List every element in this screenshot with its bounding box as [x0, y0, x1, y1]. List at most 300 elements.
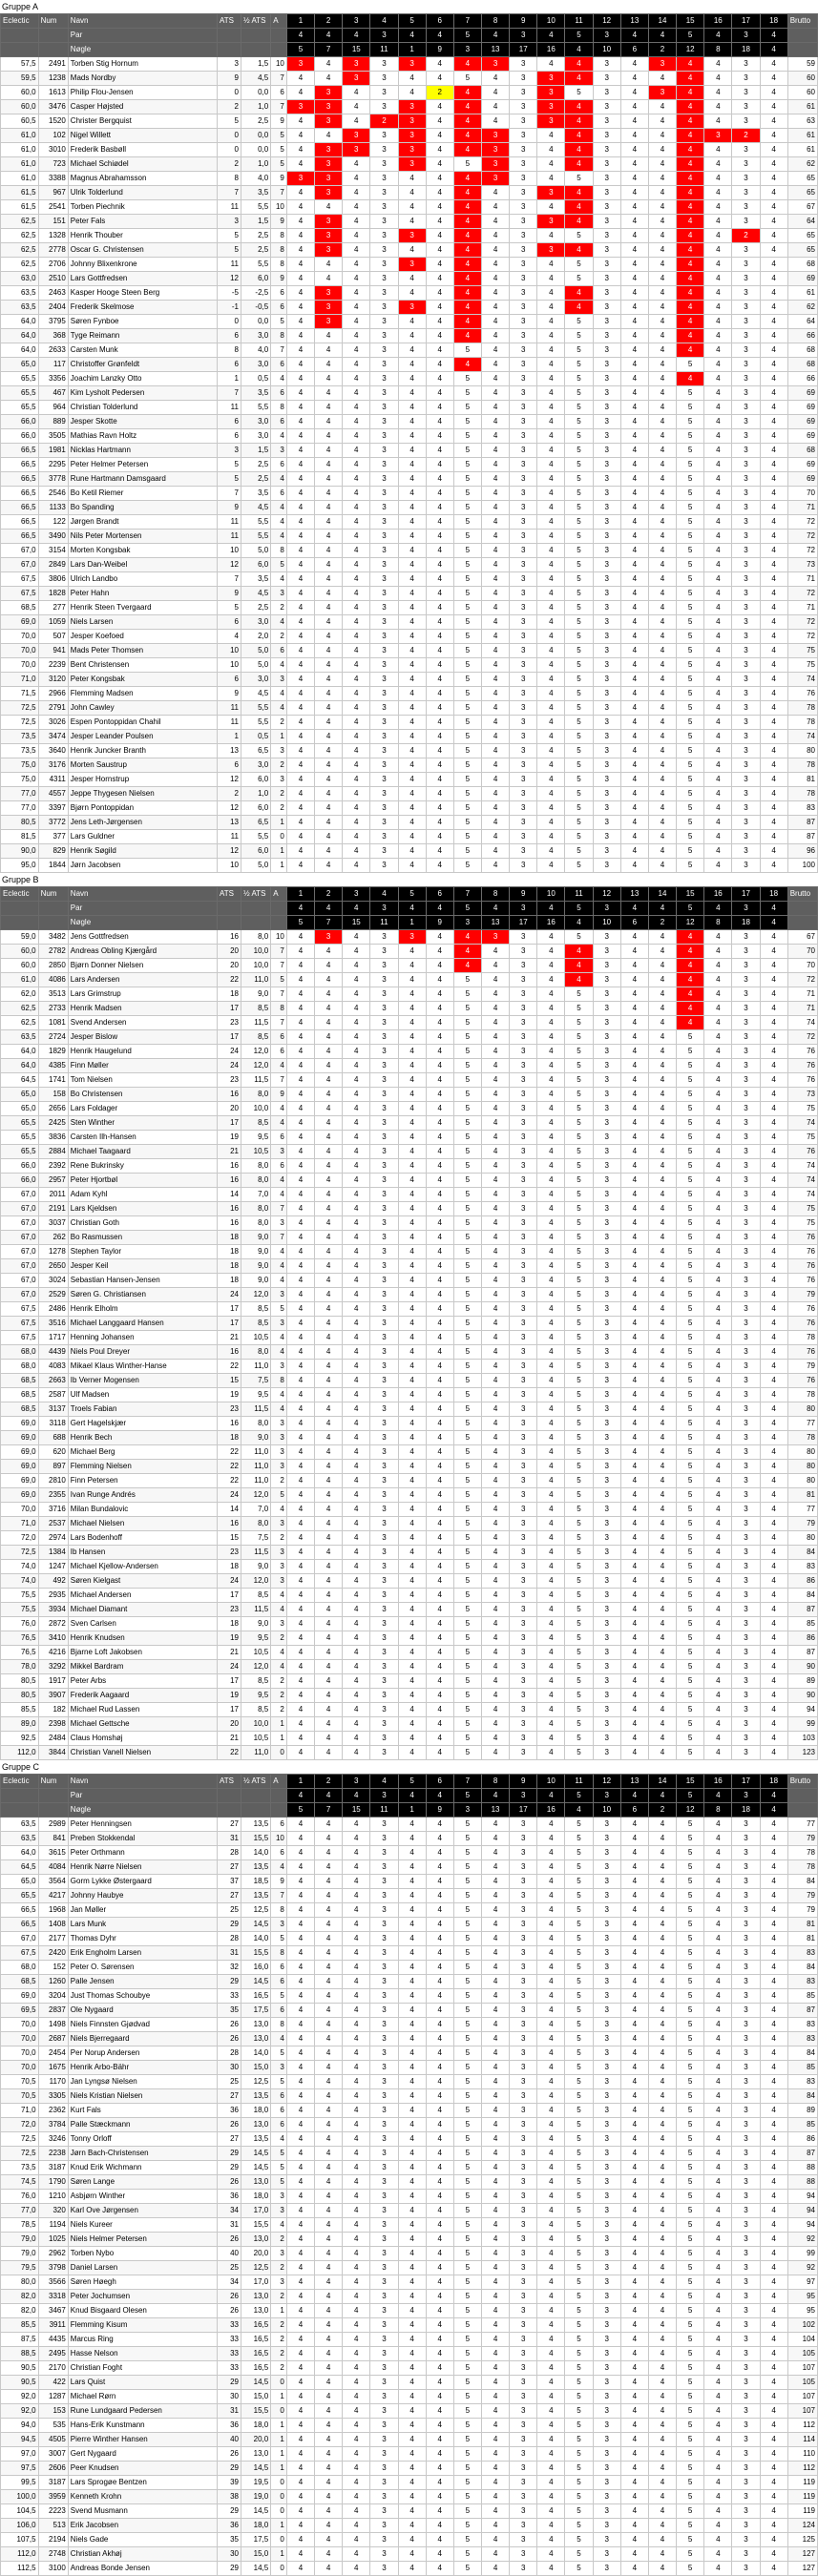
hole-score: 4 [537, 1660, 565, 1674]
hole-score: 3 [510, 1631, 537, 1646]
half-ats-value: 18,0 [241, 2104, 270, 2118]
hole-score: 4 [648, 343, 676, 358]
hole-score: 4 [426, 1932, 453, 1946]
hole-score: 4 [537, 1975, 565, 1989]
hole-score: 3 [510, 1288, 537, 1302]
hole-score: 4 [343, 286, 370, 301]
player-number: 1741 [38, 1073, 68, 1088]
half-ats-value: 13,0 [241, 2032, 270, 2046]
brutto-value: 87 [787, 816, 817, 830]
player-name: Kenneth Krohn [68, 2490, 217, 2504]
hole-score: 3 [593, 1174, 620, 1188]
hole-score: 3 [510, 615, 537, 630]
brutto-value: 83 [787, 2018, 817, 2032]
hole-score: 3 [343, 57, 370, 72]
half-ats-value: 9,0 [241, 1245, 270, 1259]
hole-score: 4 [648, 2147, 676, 2161]
hole-score: 4 [620, 2046, 648, 2061]
hole-score: 4 [398, 415, 426, 429]
hole-score: 3 [510, 716, 537, 730]
hole-score: 5 [677, 2404, 704, 2419]
ats-value: 17 [218, 1002, 241, 1016]
hole-score: 4 [343, 301, 370, 315]
eclectic-value: 74,0 [1, 1574, 39, 1589]
brutto-value: 100 [787, 859, 817, 873]
half-ats-value: 20,0 [241, 2247, 270, 2261]
hole-score: 4 [343, 386, 370, 401]
hole-score: 4 [760, 1732, 787, 1746]
hole-score: 4 [315, 401, 343, 415]
hole-score: 4 [398, 673, 426, 687]
hole-score: 4 [648, 2247, 676, 2261]
hole-score: 4 [481, 2519, 509, 2533]
hole-score: 4 [760, 2547, 787, 2562]
eclectic-value: 62,5 [1, 258, 39, 272]
hole-score: 4 [704, 758, 732, 773]
half-ats-value: 5,5 [241, 200, 270, 215]
hole-score: 5 [565, 429, 593, 444]
half-ats-value: 11,0 [241, 1746, 270, 1760]
hole-score: 4 [760, 329, 787, 343]
hole-score: 5 [565, 2046, 593, 2061]
hole-score: 5 [565, 1875, 593, 1889]
brutto-value: 73 [787, 558, 817, 572]
hole-score: 4 [426, 215, 453, 229]
player-name: Henrik Arbo-Bähr [68, 2061, 217, 2075]
hole-score: 4 [537, 2218, 565, 2233]
hole-par: 4 [286, 902, 314, 916]
hole-score: 3 [370, 2361, 398, 2376]
hole-score: 4 [426, 1116, 453, 1131]
hole-score: 4 [481, 787, 509, 801]
half-ats-value: 8,0 [241, 1202, 270, 1216]
eclectic-value: 90,0 [1, 844, 39, 859]
hole-score: 4 [343, 1374, 370, 1388]
hole-score: 4 [677, 301, 704, 315]
hole-score: 4 [620, 1302, 648, 1317]
hole-score: 4 [286, 1488, 314, 1503]
a-value: 7 [271, 1889, 287, 1903]
hole-score: 4 [315, 2547, 343, 2562]
hole-score: 5 [453, 2433, 481, 2447]
hole-score: 5 [565, 272, 593, 286]
hole-score: 3 [732, 1045, 760, 1059]
hole-score: 4 [315, 1717, 343, 1732]
player-name: Christoffer Grønfeldt [68, 358, 217, 372]
hole-score: 4 [286, 716, 314, 730]
player-row [1, 157, 818, 172]
hole-score: 3 [593, 787, 620, 801]
a-value: 6 [271, 1030, 287, 1045]
hole-number: 14 [648, 887, 676, 902]
hole-score: 4 [760, 2147, 787, 2161]
hole-score: 4 [426, 472, 453, 487]
a-value: 8 [271, 401, 287, 415]
hole-score: 3 [370, 530, 398, 544]
hole-score: 4 [648, 501, 676, 515]
hole-score: 4 [426, 2147, 453, 2161]
hole-par: 5 [565, 1789, 593, 1803]
player-row [1, 601, 818, 615]
hole-score: 4 [760, 1202, 787, 1216]
a-value: 0 [271, 2404, 287, 2419]
hole-score: 3 [370, 1846, 398, 1860]
player-name: Mads Peter Thomsen [68, 644, 217, 658]
a-value: 8 [271, 1374, 287, 1388]
player-name: Michael Andersen [68, 1589, 217, 1603]
player-name: Torben Piechnik [68, 200, 217, 215]
hole-score: 3 [732, 1016, 760, 1030]
hole-score: 3 [370, 2032, 398, 2046]
hole-index: 9 [426, 43, 453, 57]
ats-value: -5 [218, 286, 241, 301]
ats-value: 7 [218, 572, 241, 587]
player-row [1, 1660, 818, 1674]
hole-score: 4 [481, 2104, 509, 2118]
hole-index: 2 [648, 916, 676, 930]
hole-score: 4 [648, 2032, 676, 2046]
player-name: Sven Carlsen [68, 1617, 217, 1631]
half-ats-value: 13,0 [241, 2290, 270, 2304]
hole-score: 4 [481, 1589, 509, 1603]
hole-score: 4 [398, 773, 426, 787]
hole-score: 4 [565, 973, 593, 987]
hole-score: 5 [677, 2275, 704, 2290]
hole-score: 5 [677, 716, 704, 730]
hole-score: 3 [732, 1703, 760, 1717]
player-number: 1968 [38, 1903, 68, 1918]
hole-score: 4 [398, 2433, 426, 2447]
hole-score: 4 [648, 2089, 676, 2104]
hole-score: 3 [315, 186, 343, 200]
hole-score: 4 [426, 114, 453, 129]
hole-score: 3 [593, 57, 620, 72]
hole-score: 5 [453, 1145, 481, 1159]
half-ats-value: 8,0 [241, 1345, 270, 1360]
hole-score: 3 [315, 301, 343, 315]
a-value: 2 [271, 630, 287, 644]
player-row [1, 572, 818, 587]
hole-score: 4 [760, 286, 787, 301]
hole-score: 4 [315, 1703, 343, 1717]
brutto-value: 70 [787, 959, 817, 973]
hole-score: 4 [481, 716, 509, 730]
player-row [1, 1560, 818, 1574]
hole-score: 4 [648, 1202, 676, 1216]
hole-score: 4 [537, 1345, 565, 1360]
hole-score: 4 [343, 1059, 370, 1073]
hole-score: 4 [760, 2404, 787, 2419]
player-row [1, 1488, 818, 1503]
hole-score: 4 [704, 186, 732, 200]
hole-score: 4 [648, 830, 676, 844]
hole-score: 5 [565, 515, 593, 530]
hole-score: 4 [481, 2075, 509, 2089]
ats-value: 3 [218, 57, 241, 72]
hole-score: 4 [286, 2075, 314, 2089]
hole-score: 3 [732, 2147, 760, 2161]
player-number: 122 [38, 515, 68, 530]
hole-score: 3 [593, 1660, 620, 1674]
hole-score: 4 [315, 1088, 343, 1102]
ats-value: 17 [218, 1703, 241, 1717]
hole-par: 5 [677, 902, 704, 916]
eclectic-value: 67,5 [1, 1946, 39, 1961]
player-name: Peter Fals [68, 215, 217, 229]
half-ats-value: 7,5 [241, 1374, 270, 1388]
eclectic-value: 66,0 [1, 1159, 39, 1174]
hole-score: 3 [593, 315, 620, 329]
player-row [1, 744, 818, 758]
brutto-value: 74 [787, 1159, 817, 1174]
hole-score: 4 [481, 1431, 509, 1445]
ats-value: 5 [218, 243, 241, 258]
hole-score: 3 [732, 2004, 760, 2018]
hole-score: 3 [593, 258, 620, 272]
header-row-noegle [1, 43, 818, 57]
hole-score: 4 [537, 2004, 565, 2018]
hole-score: 4 [343, 2104, 370, 2118]
eclectic-value: 81,5 [1, 830, 39, 844]
eclectic-value: 60,0 [1, 100, 39, 114]
hole-score: 5 [565, 1517, 593, 1531]
hole-score: 3 [370, 2547, 398, 2562]
player-number: 2884 [38, 1145, 68, 1159]
hole-score: 3 [732, 172, 760, 186]
brutto-value: 62 [787, 301, 817, 315]
player-number: 3795 [38, 315, 68, 329]
player-row [1, 1846, 818, 1860]
hole-score: 4 [481, 286, 509, 301]
ats-value: 40 [218, 2247, 241, 2261]
hole-number: 4 [370, 14, 398, 29]
hole-score: 3 [593, 530, 620, 544]
hole-score: 5 [453, 2032, 481, 2046]
hole-score: 4 [426, 487, 453, 501]
hole-score: 3 [593, 1574, 620, 1589]
hole-score: 3 [510, 1961, 537, 1975]
hole-score: 4 [704, 1374, 732, 1388]
player-row [1, 2404, 818, 2419]
hole-score: 3 [732, 630, 760, 644]
hole-score: 4 [286, 2147, 314, 2161]
hole-score: 4 [760, 1188, 787, 1202]
ats-value: 25 [218, 1903, 241, 1918]
player-number: 1278 [38, 1245, 68, 1259]
hole-score: 4 [537, 2032, 565, 2046]
hole-score: 4 [426, 57, 453, 72]
header-blank [38, 29, 68, 43]
eclectic-value: 67,0 [1, 1288, 39, 1302]
player-number: 3505 [38, 429, 68, 444]
hole-score: 4 [398, 1274, 426, 1288]
hole-score: 4 [760, 1402, 787, 1417]
hole-score: 5 [453, 1202, 481, 1216]
hole-score: 4 [620, 1589, 648, 1603]
ats-value: 22 [218, 1445, 241, 1460]
eclectic-value: 112,5 [1, 2562, 39, 2576]
hole-score: 4 [704, 987, 732, 1002]
hole-score: 4 [426, 2347, 453, 2361]
hole-score: 4 [620, 1417, 648, 1431]
brutto-value: 88 [787, 2161, 817, 2175]
hole-score: 4 [648, 100, 676, 114]
hole-score: 4 [315, 2304, 343, 2318]
hole-score: 4 [398, 272, 426, 286]
a-value: 3 [271, 1288, 287, 1302]
hole-score: 4 [398, 1603, 426, 1617]
hole-score: 3 [593, 2161, 620, 2175]
hole-score: 3 [593, 458, 620, 472]
hole-score: 4 [648, 844, 676, 859]
hole-par: 4 [426, 902, 453, 916]
player-number: 1844 [38, 859, 68, 873]
hole-score: 4 [481, 658, 509, 673]
ats-value: 26 [218, 2290, 241, 2304]
hole-score: 4 [343, 186, 370, 200]
hole-score: 4 [426, 415, 453, 429]
hole-score: 3 [370, 472, 398, 487]
ats-value: 26 [218, 2447, 241, 2462]
a-value: 0 [271, 830, 287, 844]
hole-score: 4 [286, 2161, 314, 2175]
hole-score: 4 [453, 272, 481, 286]
hole-score: 4 [481, 2419, 509, 2433]
hole-score: 3 [732, 501, 760, 515]
hole-score: 4 [481, 959, 509, 973]
hole-score: 4 [398, 2204, 426, 2218]
hole-score: 5 [677, 1317, 704, 1331]
a-value: 3 [271, 1360, 287, 1374]
player-name: Jesper Leander Poulsen [68, 730, 217, 744]
hole-par: 4 [704, 902, 732, 916]
half-ats-value: 15,5 [241, 2218, 270, 2233]
hole-score: 5 [677, 601, 704, 615]
hole-score: 4 [426, 801, 453, 816]
player-row [1, 1746, 818, 1760]
brutto-value: 110 [787, 2447, 817, 2462]
hole-score: 4 [398, 1045, 426, 1059]
hole-score: 4 [648, 2304, 676, 2318]
half-ats-value: 11,0 [241, 1360, 270, 1374]
hole-score: 4 [343, 2161, 370, 2175]
brutto-value: 60 [787, 72, 817, 86]
hole-score: 4 [315, 2089, 343, 2104]
hole-index: 10 [593, 43, 620, 57]
hole-score: 3 [370, 487, 398, 501]
hole-score: 4 [343, 730, 370, 744]
hole-score: 4 [343, 2018, 370, 2032]
hole-score: 3 [593, 272, 620, 286]
hole-score: 5 [565, 2161, 593, 2175]
hole-score: 3 [593, 2004, 620, 2018]
player-name: Espen Pontoppidan Chahil [68, 716, 217, 730]
hole-score: 4 [398, 2147, 426, 2161]
ats-value: 28 [218, 2046, 241, 2061]
half-ats-value: 4,5 [241, 501, 270, 515]
hole-score: 4 [426, 2275, 453, 2290]
hole-score: 3 [732, 272, 760, 286]
player-name: Christer Bergquist [68, 114, 217, 129]
hole-score: 4 [537, 1331, 565, 1345]
player-number: 377 [38, 830, 68, 844]
hole-number: 10 [537, 14, 565, 29]
hole-score: 3 [593, 1231, 620, 1245]
hole-score: 5 [453, 2046, 481, 2061]
hole-par: 4 [620, 1789, 648, 1803]
hole-score: 5 [453, 2376, 481, 2390]
hole-score: 4 [343, 758, 370, 773]
player-name: Svend Musmann [68, 2504, 217, 2519]
brutto-value: 96 [787, 844, 817, 859]
eclectic-value: 64,0 [1, 1045, 39, 1059]
hole-score: 3 [593, 730, 620, 744]
hole-score: 4 [537, 343, 565, 358]
hole-score: 5 [453, 2218, 481, 2233]
hole-score: 4 [481, 301, 509, 315]
hole-score: 4 [704, 615, 732, 630]
hole-score: 4 [760, 1875, 787, 1889]
header-ats: ATS [218, 1775, 241, 1789]
hole-score: 4 [760, 1889, 787, 1903]
hole-number: 11 [565, 14, 593, 29]
player-name: Milan Bundalovic [68, 1503, 217, 1517]
hole-score: 5 [677, 1274, 704, 1288]
hole-score: 4 [481, 687, 509, 701]
hole-score: 4 [426, 701, 453, 716]
hole-number: 10 [537, 1775, 565, 1789]
hole-score: 4 [677, 114, 704, 129]
hole-score: 4 [648, 1331, 676, 1345]
hole-score: 3 [732, 945, 760, 959]
header-num: Num [38, 887, 68, 902]
player-row [1, 1932, 818, 1946]
eclectic-value: 61,5 [1, 186, 39, 200]
hole-score: 4 [343, 258, 370, 272]
hole-score: 5 [565, 2147, 593, 2161]
brutto-value: 77 [787, 1818, 817, 1832]
hole-score: 5 [453, 544, 481, 558]
eclectic-value: 92,0 [1, 2404, 39, 2419]
hole-score: 4 [620, 1174, 648, 1188]
hole-score: 4 [704, 1732, 732, 1746]
player-name: Christian Tolderlund [68, 401, 217, 415]
hole-score: 5 [565, 615, 593, 630]
hole-score: 3 [370, 2046, 398, 2061]
ats-value: 5 [218, 472, 241, 487]
hole-score: 4 [315, 859, 343, 873]
brutto-value: 127 [787, 2547, 817, 2562]
hole-score: 4 [426, 644, 453, 658]
hole-score: 3 [732, 615, 760, 630]
hole-score: 3 [732, 1732, 760, 1746]
hole-score: 5 [677, 415, 704, 429]
hole-score: 4 [343, 2290, 370, 2304]
hole-score: 3 [510, 272, 537, 286]
player-name: Nils Peter Mortensen [68, 530, 217, 544]
hole-score: 4 [481, 2433, 509, 2447]
player-name: Henrik Elholm [68, 1302, 217, 1317]
hole-score: 3 [370, 2175, 398, 2190]
hole-score: 4 [537, 415, 565, 429]
hole-score: 5 [565, 1488, 593, 1503]
hole-score: 3 [510, 1646, 537, 1660]
hole-score: 5 [453, 72, 481, 86]
hole-score: 3 [370, 372, 398, 386]
player-row [1, 386, 818, 401]
player-row [1, 1889, 818, 1903]
a-value: 3 [271, 2061, 287, 2075]
